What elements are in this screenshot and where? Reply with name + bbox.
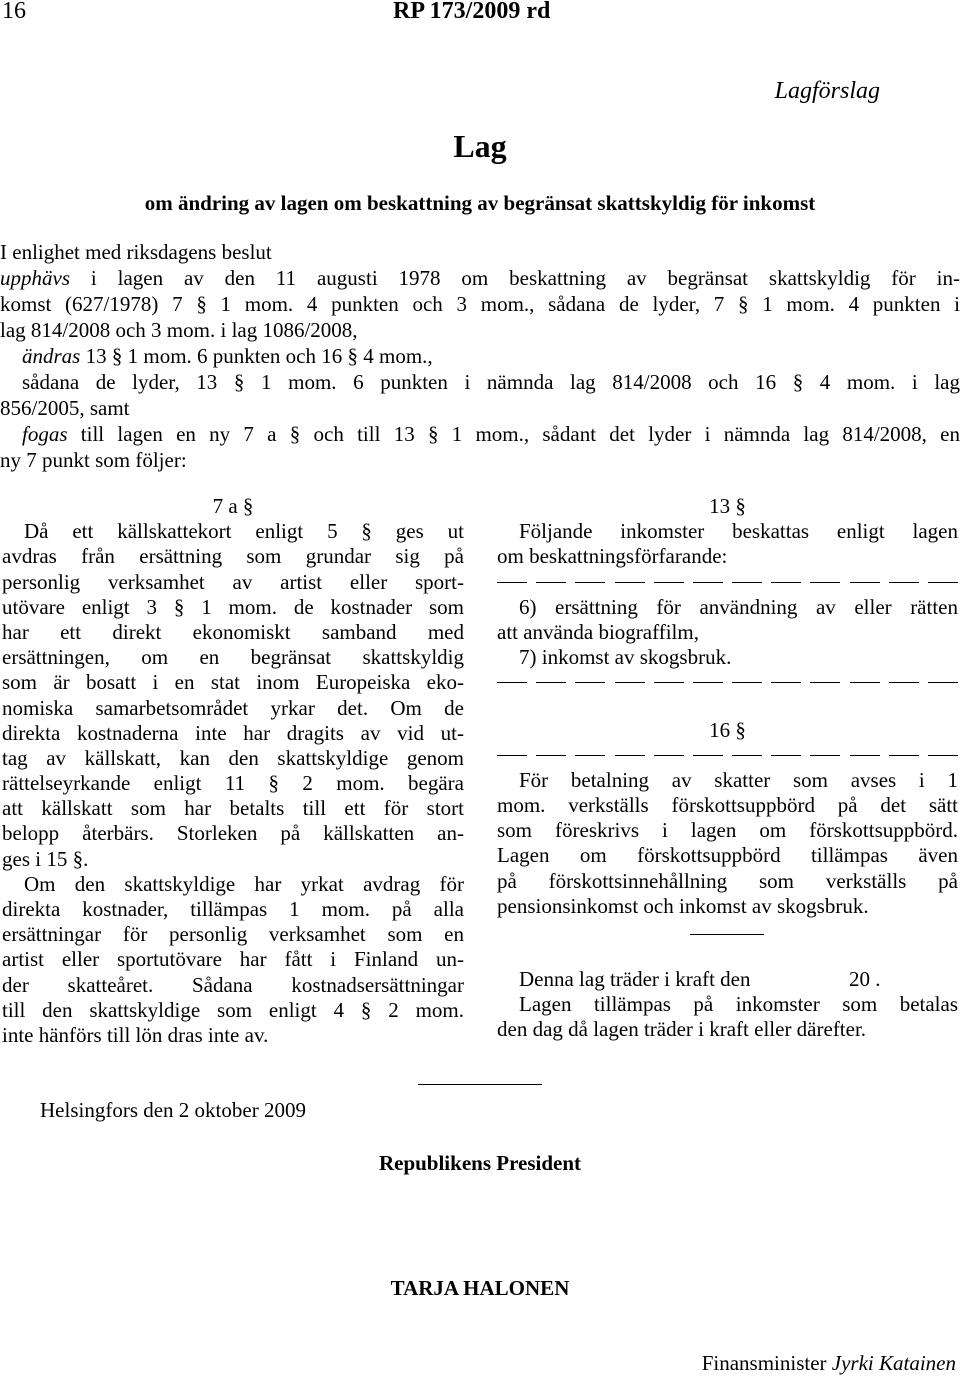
preamble-line: fogas till lagen en ny 7 a § och till 13 § 1 mom., sådant det lyder i nämnda lag 814/2008, en [22, 422, 960, 446]
text-line: om beskattningsförfarande: [497, 544, 728, 569]
omission-dashes [497, 570, 958, 595]
text-line: ersättningen, om en begränsat skattskyldig [2, 645, 464, 670]
text-line: som föreskrivs i lagen om förskottsuppbörd. [497, 818, 958, 843]
text-line: Lagen om förskottsuppbörd tillämpas även [497, 843, 958, 868]
text-line: till den skattskyldige som enligt 4 § 2 mom. [2, 997, 464, 1022]
text-line: 6) ersättning för användning av eller rätten [519, 594, 958, 619]
place-date: Helsingfors den 2 oktober 2009 [40, 1098, 306, 1122]
text-line: rättelseyrkande enligt 11 § 2 mom. begära [2, 771, 464, 796]
text-line: Lagen tillämpas på inkomster som betalas [519, 992, 958, 1017]
document-label: Lagförslag [774, 78, 880, 104]
text-line: personlig verksamhet av artist eller sport- [2, 569, 464, 594]
section-heading-7a: 7 a § [212, 494, 254, 518]
omission-dashes [497, 743, 958, 768]
preamble-line: komst (627/1978) 7 § 1 mom. 4 punkten och 3 mom., sådana de lyder, 7 § 1 mom. 4 punkten i [0, 292, 960, 316]
text-line: För betalning av skatter som avses i 1 [519, 767, 958, 792]
preamble-line: I enlighet med riksdagens beslut [0, 240, 272, 264]
law-title: Lag [453, 128, 507, 164]
preamble-line: lag 814/2008 och 3 mom. i lag 1086/2008, [0, 318, 358, 342]
text-line: tag av källskatt, kan den skattskyldige genom [2, 745, 464, 770]
entry-into-force-text: Denna lag träder i kraft den [519, 967, 751, 991]
text-line: direkta kostnaderna inte har dragits av vid ut- [2, 720, 464, 745]
text-line: nomiska samarbetsområdet yrkar det. Om de [2, 695, 464, 720]
preamble-line: 856/2005, samt [0, 396, 130, 420]
preamble-line: ändras 13 § 1 mom. 6 punkten och 16 § 4 mom., [22, 344, 433, 368]
entry-into-force-line [497, 967, 958, 992]
text-line: inte hänförs till lön dras inte av. [2, 1022, 269, 1047]
text-line: som är bosatt i en stat inom Europeiska eko- [2, 670, 464, 695]
text-line: ersättningar för personlig verksamhet som en [2, 922, 464, 947]
text-line: Då ett källskattekort enligt 5 § ges ut [24, 519, 464, 544]
signature-separator [418, 1084, 542, 1085]
text-line: på förskottsinnehållning som verkställs på [497, 868, 958, 893]
section-heading-16: 16 § [709, 717, 746, 742]
text-line: mom. verkställs förskottsuppbörd på det sätt [497, 793, 958, 818]
law-subtitle: om ändring av lagen om beskattning av begränsat skattskyldig för inkomst [144, 191, 816, 215]
preamble-line: ny 7 punkt som följer: [0, 448, 187, 472]
preamble-line: sådana de lyder, 13 § 1 mom. 6 punkten i nämnda lag 814/2008 och 16 § 4 mom. i lag [22, 370, 960, 394]
left-column [2, 494, 464, 1048]
omission-dashes [497, 670, 958, 695]
text-line: 7) inkomst av skogsbruk. [519, 645, 732, 670]
minister-signature [702, 1351, 956, 1376]
section-separator [690, 934, 764, 935]
page-number: 16 [2, 0, 26, 24]
minister-name: Jyrki Katainen [831, 1351, 956, 1375]
text-line: der skatteåret. Sådana kostnadsersättningar [2, 972, 464, 997]
text-line: utövare enligt 3 § 1 mom. de kostnader som [2, 594, 464, 619]
section-heading-13: 13 § [709, 494, 746, 518]
president-title: Republikens President [378, 1151, 582, 1175]
text-line: avdras från ersättning som grundar sig på [2, 544, 464, 569]
text-line: har ett direkt ekonomiskt samband med [2, 619, 464, 644]
text-line: Följande inkomster beskattas enligt lagen [519, 519, 958, 544]
president-name: TARJA HALONEN [390, 1276, 570, 1300]
preamble-line: upphävs i lagen av den 11 augusti 1978 om beskattning av begränsat skattskyldig för in- [0, 266, 960, 290]
document-id: RP 173/2009 rd [393, 0, 551, 24]
text-line: Om den skattskyldige har yrkat avdrag för [24, 871, 464, 896]
text-line: att källskatt som har betalts till ett för stort [2, 796, 464, 821]
text-line: artist eller sportutövare har fått i Finland un- [2, 947, 464, 972]
text-line: att använda biograffilm, [497, 619, 699, 644]
right-column [497, 494, 958, 1043]
text-line: pensionsinkomst och inkomst av skogsbruk. [497, 893, 869, 918]
text-line: den dag då lagen träder i kraft eller därefter. [497, 1017, 867, 1042]
entry-year: 20 . [848, 967, 881, 991]
text-line: direkta kostnader, tillämpas 1 mom. på alla [2, 897, 464, 921]
text-line: ges i 15 §. [2, 846, 89, 871]
text-line: belopp återbärs. Storleken på källskatten an- [2, 821, 464, 846]
minister-title: Finansminister [701, 1351, 827, 1375]
